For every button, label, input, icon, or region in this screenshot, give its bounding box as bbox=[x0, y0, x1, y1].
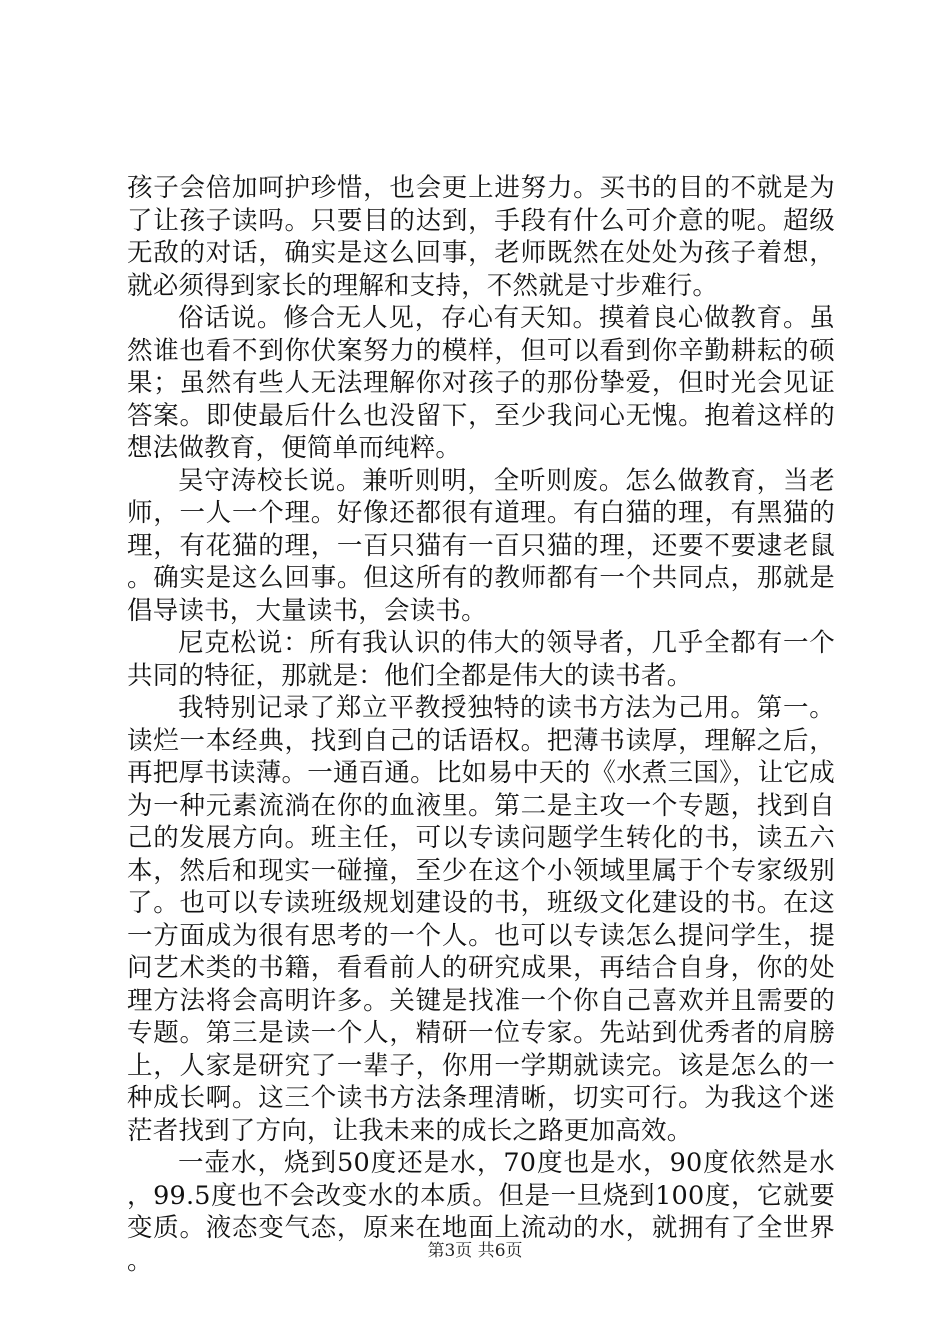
paragraph-1: 孩子会倍加呵护珍惜，也会更上进努力。买书的目的不就是为了让孩子读吗。只要目的达到，手段有什么可介意的呢。超级无敌的对话，确实是这么回事，老师既然在处处为孩子着想，就必须得到家长的理解和支持，不然就是寸步难行。 bbox=[127, 173, 835, 301]
paragraph-6: 一壶水，烧到50度还是水，70度也是水，90度依然是水，99.5度也不会改变水的本质。但是一旦烧到100度，它就要变质。液态变气态，原来在地面上流动的水，就拥有了全世界。 bbox=[127, 1148, 835, 1276]
paragraph-2: 俗话说。修合无人见，存心有天知。摸着良心做教育。虽然谁也看不到你伏案努力的模样，但可以看到你辛勤耕耘的硕果；虽然有些人无法理解你对孩子的那份挚爱，但时光会见证答案。即使最后什么也没留下，至少我问心无愧。抱着这样的想法做教育，便简单而纯粹。 bbox=[127, 303, 835, 463]
page-number-footer: 第3页 共6页 bbox=[427, 1241, 523, 1261]
body-text bbox=[127, 172, 835, 1277]
paragraph-4: 尼克松说：所有我认识的伟大的领导者，几乎全都有一个共同的特征，那就是：他们全都是伟大的读书者。 bbox=[127, 628, 835, 691]
paragraph-3: 吴守涛校长说。兼听则明，全听则废。怎么做教育，当老师，一人一个理。好像还都很有道理。有白猫的理，有黑猫的理，有花猫的理，一百只猫有一百只猫的理，还要不要逮老鼠。确实是这么回事。但这所有的教师都有一个共同点，那就是倡导读书，大量读书，会读书。 bbox=[127, 465, 835, 626]
paragraph-5: 我特别记录了郑立平教授独特的读书方法为己用。第一。读烂一本经典，找到自己的话语权。把薄书读厚，理解之后，再把厚书读薄。一通百通。比如易中天的《水煮三国》，让它成为一种元素流淌在你的血液里。第二是主攻一个专题，找到自己的发展方向。班主任，可以专读问题学生转化的书，读五六本，然后和现实一碰撞，至少在这个小领域里属于个专家级别了。也可以专读班级规划建设的书，班级文化建设的书。在这一方面成为很有思考的一个人。也可以专读怎么提问学生，提问艺术类的书籍，看看前人的研究成果，再结合自身，你的处理方法将会高明许多。关键是找准一个你自己喜欢并且需要的专题。第三是读一个人，精研一位专家。先站到优秀者的肩膀上，人家是研究了一辈子，你用一学期就读完。该是怎么的一种成长啊。这三个读书方法条理清晰，切实可行。为我这个迷茫者找到了方向，让我未来的成长之路更加高效。 bbox=[127, 693, 835, 1146]
